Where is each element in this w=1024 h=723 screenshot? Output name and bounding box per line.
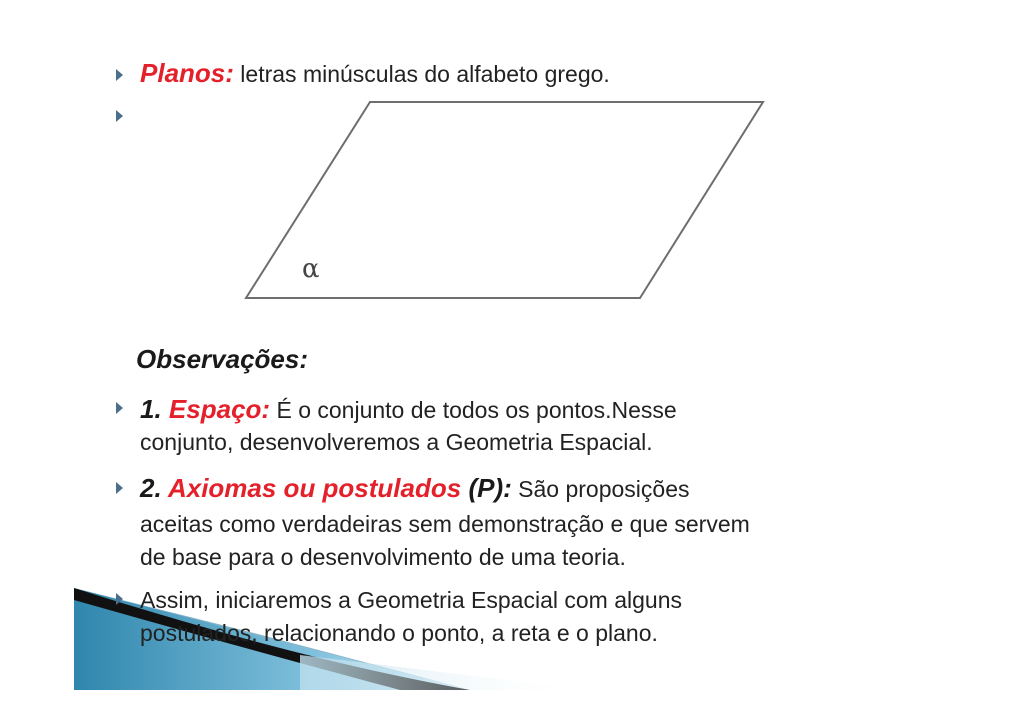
planos-term: Planos: [140, 58, 234, 88]
axiomas-text-2: aceitas como verdadeiras sem demonstração e que servem [140, 511, 750, 537]
observacoes-heading: Observações: [136, 344, 308, 374]
espaco-text-1: É o conjunto de todos os pontos.Nesse [270, 397, 677, 423]
bullet-assim-1: Assim, iniciaremos a Geometria Espacial com alguns [140, 587, 682, 613]
bullet-axiomas [140, 472, 690, 506]
axiomas-text-1: São proposições [511, 476, 690, 502]
espaco-term: Espaço: [168, 394, 271, 424]
axiomas-text-3: de base para o desenvolvimento de uma teoria. [140, 544, 626, 570]
espaco-num: 1. [140, 394, 169, 424]
axiomas-suffix: (P): [461, 473, 512, 503]
plane-label-alpha: α [302, 254, 320, 284]
espaco-text-2: conjunto, desenvolveremos a Geometria Espacial. [140, 429, 653, 455]
planos-text: letras minúsculas do alfabeto grego. [233, 61, 610, 87]
axiomas-term: Axiomas ou postulados [167, 473, 462, 503]
bullet-espaco [140, 393, 677, 427]
axiomas-num: 2. [140, 473, 168, 503]
bullet-assim-2: postulados, relacionando o ponto, a reta e o plano. [140, 620, 658, 646]
